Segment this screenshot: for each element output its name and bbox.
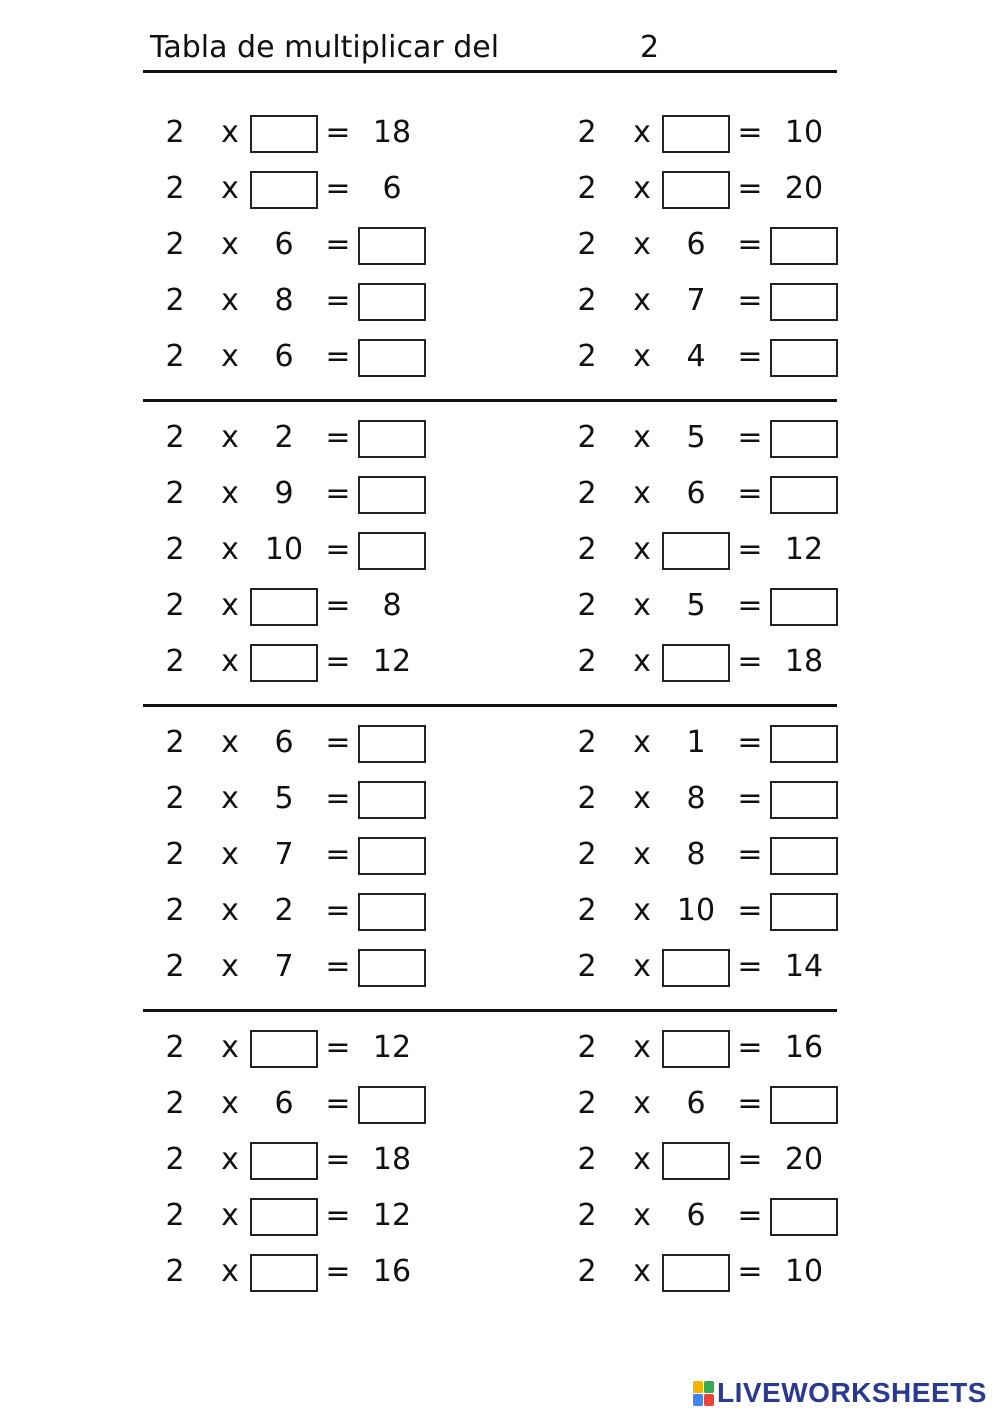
factor: 6 bbox=[686, 1198, 706, 1233]
equation-row bbox=[0, 1140, 1000, 1180]
equals-sign: = bbox=[325, 227, 351, 262]
factor: 5 bbox=[274, 781, 294, 816]
times-sign: x bbox=[633, 339, 651, 374]
factor: 6 bbox=[686, 1086, 706, 1121]
factor: 10 bbox=[676, 893, 716, 928]
product-answer-box[interactable] bbox=[770, 588, 838, 626]
product: 12 bbox=[372, 1198, 412, 1233]
equals-sign: = bbox=[325, 420, 351, 455]
equation-row bbox=[0, 1196, 1000, 1236]
factor: 2 bbox=[274, 420, 294, 455]
multiplicand: 2 bbox=[577, 171, 597, 206]
factor: 7 bbox=[274, 837, 294, 872]
times-sign: x bbox=[633, 588, 651, 623]
logo-text: LIVEWORKSHEETS bbox=[717, 1377, 987, 1408]
times-sign: x bbox=[633, 1142, 651, 1177]
section-divider bbox=[143, 1009, 837, 1012]
equals-sign: = bbox=[737, 171, 763, 206]
times-sign: x bbox=[221, 1030, 239, 1065]
product-answer-box[interactable] bbox=[770, 227, 838, 265]
product-answer-box[interactable] bbox=[770, 420, 838, 458]
multiplicand: 2 bbox=[165, 171, 185, 206]
times-sign: x bbox=[221, 171, 239, 206]
product: 8 bbox=[382, 588, 402, 623]
table-number: 2 bbox=[640, 30, 660, 65]
equals-sign: = bbox=[325, 283, 351, 318]
multiplicand: 2 bbox=[165, 1142, 185, 1177]
multiplicand: 2 bbox=[577, 1254, 597, 1289]
times-sign: x bbox=[221, 420, 239, 455]
factor: 6 bbox=[686, 476, 706, 511]
section-divider bbox=[143, 399, 837, 402]
product: 12 bbox=[784, 532, 824, 567]
title-row bbox=[143, 28, 837, 72]
times-sign: x bbox=[221, 227, 239, 262]
times-sign: x bbox=[633, 725, 651, 760]
equals-sign: = bbox=[737, 1030, 763, 1065]
multiplicand: 2 bbox=[165, 644, 185, 679]
multiplicand: 2 bbox=[577, 781, 597, 816]
equation-row bbox=[0, 723, 1000, 763]
times-sign: x bbox=[633, 644, 651, 679]
equals-sign: = bbox=[737, 1254, 763, 1289]
equation-row bbox=[0, 1028, 1000, 1068]
equation-row bbox=[0, 337, 1000, 377]
equation-row bbox=[0, 642, 1000, 682]
product-answer-box[interactable] bbox=[770, 476, 838, 514]
times-sign: x bbox=[221, 476, 239, 511]
multiplicand: 2 bbox=[165, 476, 185, 511]
multiplicand: 2 bbox=[165, 115, 185, 150]
equals-sign: = bbox=[737, 115, 763, 150]
multiplicand: 2 bbox=[577, 420, 597, 455]
equation-row bbox=[0, 1084, 1000, 1124]
product-answer-box[interactable] bbox=[770, 283, 838, 321]
times-sign: x bbox=[221, 893, 239, 928]
multiplicand: 2 bbox=[577, 588, 597, 623]
multiplicand: 2 bbox=[577, 949, 597, 984]
multiplicand: 2 bbox=[165, 949, 185, 984]
equals-sign: = bbox=[325, 644, 351, 679]
equals-sign: = bbox=[737, 476, 763, 511]
times-sign: x bbox=[221, 115, 239, 150]
times-sign: x bbox=[221, 532, 239, 567]
factor: 6 bbox=[686, 227, 706, 262]
factor: 5 bbox=[686, 420, 706, 455]
product-answer-box[interactable] bbox=[770, 781, 838, 819]
times-sign: x bbox=[221, 725, 239, 760]
equals-sign: = bbox=[325, 588, 351, 623]
multiplicand: 2 bbox=[165, 1086, 185, 1121]
section-divider bbox=[143, 704, 837, 707]
equals-sign: = bbox=[737, 1198, 763, 1233]
equals-sign: = bbox=[737, 644, 763, 679]
multiplicand: 2 bbox=[577, 227, 597, 262]
equals-sign: = bbox=[325, 893, 351, 928]
factor: 2 bbox=[274, 893, 294, 928]
times-sign: x bbox=[633, 1254, 651, 1289]
times-sign: x bbox=[633, 532, 651, 567]
multiplicand: 2 bbox=[577, 837, 597, 872]
equals-sign: = bbox=[325, 115, 351, 150]
times-sign: x bbox=[633, 283, 651, 318]
equals-sign: = bbox=[737, 781, 763, 816]
times-sign: x bbox=[633, 837, 651, 872]
factor: 6 bbox=[274, 725, 294, 760]
equation-row bbox=[0, 225, 1000, 265]
logo-tile bbox=[693, 1394, 703, 1406]
product: 18 bbox=[784, 644, 824, 679]
factor: 8 bbox=[686, 781, 706, 816]
product-answer-box[interactable] bbox=[770, 1198, 838, 1236]
equals-sign: = bbox=[325, 725, 351, 760]
equation-row bbox=[0, 418, 1000, 458]
equation-row bbox=[0, 474, 1000, 514]
product: 10 bbox=[784, 1254, 824, 1289]
multiplicand: 2 bbox=[577, 725, 597, 760]
times-sign: x bbox=[221, 588, 239, 623]
multiplicand: 2 bbox=[577, 644, 597, 679]
equals-sign: = bbox=[325, 1030, 351, 1065]
equals-sign: = bbox=[325, 1254, 351, 1289]
logo-tile bbox=[704, 1394, 714, 1406]
multiplicand: 2 bbox=[165, 837, 185, 872]
equation-row bbox=[0, 835, 1000, 875]
times-sign: x bbox=[633, 171, 651, 206]
equation-row bbox=[0, 530, 1000, 570]
multiplicand: 2 bbox=[165, 1198, 185, 1233]
product: 16 bbox=[784, 1030, 824, 1065]
equals-sign: = bbox=[737, 1142, 763, 1177]
equals-sign: = bbox=[325, 339, 351, 374]
product: 12 bbox=[372, 644, 412, 679]
times-sign: x bbox=[221, 283, 239, 318]
factor: 6 bbox=[274, 339, 294, 374]
equals-sign: = bbox=[325, 532, 351, 567]
multiplicand: 2 bbox=[577, 476, 597, 511]
times-sign: x bbox=[633, 227, 651, 262]
equation-row bbox=[0, 586, 1000, 626]
multiplicand: 2 bbox=[165, 227, 185, 262]
equals-sign: = bbox=[325, 171, 351, 206]
multiplicand: 2 bbox=[577, 283, 597, 318]
multiplicand: 2 bbox=[577, 339, 597, 374]
times-sign: x bbox=[633, 1030, 651, 1065]
product-answer-box[interactable] bbox=[770, 837, 838, 875]
factor: 1 bbox=[686, 725, 706, 760]
equation-row bbox=[0, 947, 1000, 987]
equals-sign: = bbox=[737, 227, 763, 262]
factor: 10 bbox=[264, 532, 304, 567]
multiplicand: 2 bbox=[577, 115, 597, 150]
equals-sign: = bbox=[325, 781, 351, 816]
product: 18 bbox=[372, 115, 412, 150]
product: 16 bbox=[372, 1254, 412, 1289]
equation-row bbox=[0, 779, 1000, 819]
equals-sign: = bbox=[737, 725, 763, 760]
factor: 6 bbox=[274, 227, 294, 262]
times-sign: x bbox=[633, 893, 651, 928]
factor: 6 bbox=[274, 1086, 294, 1121]
times-sign: x bbox=[633, 1086, 651, 1121]
times-sign: x bbox=[633, 781, 651, 816]
equation-row bbox=[0, 113, 1000, 153]
multiplicand: 2 bbox=[165, 725, 185, 760]
multiplicand: 2 bbox=[165, 893, 185, 928]
equals-sign: = bbox=[325, 476, 351, 511]
equals-sign: = bbox=[325, 1198, 351, 1233]
multiplicand: 2 bbox=[165, 781, 185, 816]
factor: 7 bbox=[686, 283, 706, 318]
product: 18 bbox=[372, 1142, 412, 1177]
multiplicand: 2 bbox=[165, 532, 185, 567]
equals-sign: = bbox=[325, 949, 351, 984]
equals-sign: = bbox=[325, 1086, 351, 1121]
multiplicand: 2 bbox=[165, 283, 185, 318]
multiplicand: 2 bbox=[577, 1086, 597, 1121]
multiplicand: 2 bbox=[577, 1198, 597, 1233]
logo-tile bbox=[704, 1381, 714, 1393]
times-sign: x bbox=[221, 1142, 239, 1177]
times-sign: x bbox=[633, 420, 651, 455]
factor: 8 bbox=[274, 283, 294, 318]
times-sign: x bbox=[221, 644, 239, 679]
product: 6 bbox=[382, 171, 402, 206]
equals-sign: = bbox=[325, 837, 351, 872]
equals-sign: = bbox=[737, 1086, 763, 1121]
product: 10 bbox=[784, 115, 824, 150]
factor: 7 bbox=[274, 949, 294, 984]
factor: 5 bbox=[686, 588, 706, 623]
times-sign: x bbox=[633, 1198, 651, 1233]
liveworksheets-logo-icon bbox=[693, 1381, 713, 1405]
multiplicand: 2 bbox=[165, 1030, 185, 1065]
multiplicand: 2 bbox=[165, 588, 185, 623]
equals-sign: = bbox=[737, 283, 763, 318]
factor: 9 bbox=[274, 476, 294, 511]
times-sign: x bbox=[633, 115, 651, 150]
product: 20 bbox=[784, 1142, 824, 1177]
equals-sign: = bbox=[737, 837, 763, 872]
equation-row bbox=[0, 281, 1000, 321]
equation-row bbox=[0, 169, 1000, 209]
multiplicand: 2 bbox=[165, 420, 185, 455]
product: 20 bbox=[784, 171, 824, 206]
times-sign: x bbox=[221, 1198, 239, 1233]
equals-sign: = bbox=[737, 532, 763, 567]
equation-row bbox=[0, 1252, 1000, 1292]
product-answer-box[interactable] bbox=[770, 725, 838, 763]
liveworksheets-logo bbox=[693, 1378, 987, 1408]
times-sign: x bbox=[221, 1254, 239, 1289]
multiplicand: 2 bbox=[577, 532, 597, 567]
multiplicand: 2 bbox=[577, 1030, 597, 1065]
multiplicand: 2 bbox=[165, 1254, 185, 1289]
title-underline bbox=[143, 70, 837, 73]
multiplicand: 2 bbox=[577, 1142, 597, 1177]
times-sign: x bbox=[633, 949, 651, 984]
equals-sign: = bbox=[737, 339, 763, 374]
equation-row bbox=[0, 891, 1000, 931]
factor: 4 bbox=[686, 339, 706, 374]
equals-sign: = bbox=[737, 420, 763, 455]
equals-sign: = bbox=[737, 893, 763, 928]
times-sign: x bbox=[221, 339, 239, 374]
multiplicand: 2 bbox=[165, 339, 185, 374]
times-sign: x bbox=[633, 476, 651, 511]
equals-sign: = bbox=[325, 1142, 351, 1177]
product-answer-box[interactable] bbox=[770, 893, 838, 931]
equals-sign: = bbox=[737, 949, 763, 984]
equals-sign: = bbox=[737, 588, 763, 623]
logo-tile bbox=[693, 1381, 703, 1393]
product: 14 bbox=[784, 949, 824, 984]
multiplicand: 2 bbox=[577, 893, 597, 928]
product-answer-box[interactable] bbox=[770, 339, 838, 377]
times-sign: x bbox=[221, 781, 239, 816]
times-sign: x bbox=[221, 837, 239, 872]
page-title: Tabla de multiplicar del bbox=[150, 30, 500, 65]
times-sign: x bbox=[221, 949, 239, 984]
factor: 8 bbox=[686, 837, 706, 872]
product-answer-box[interactable] bbox=[770, 1086, 838, 1124]
times-sign: x bbox=[221, 1086, 239, 1121]
product: 12 bbox=[372, 1030, 412, 1065]
